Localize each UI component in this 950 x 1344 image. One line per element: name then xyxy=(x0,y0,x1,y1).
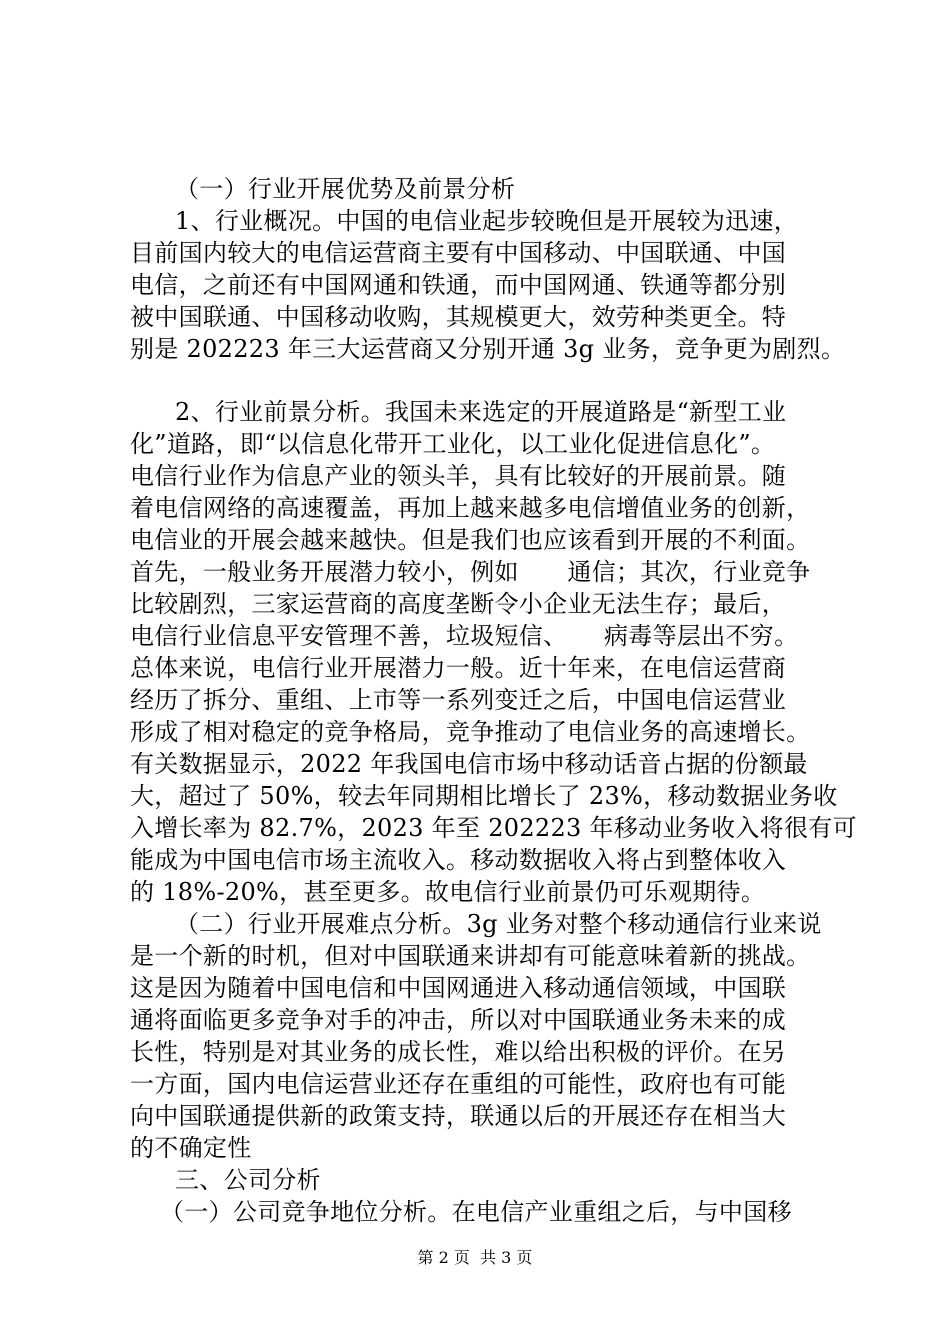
paragraph-line: 一方面，国内电信运营业还存在重组的可能性，政府也有可能 xyxy=(130,1070,787,1098)
paragraph-line: 着电信网络的高速覆盖，再加上越来越多电信增值业务的创新， xyxy=(130,494,811,522)
paragraph-line: 首先，一般业务开展潜力较小，例如 通信；其次，行业竞争 xyxy=(130,558,811,586)
paragraph-line: 能成为中国电信市场主流收入。移动数据收入将占到整体收入 xyxy=(130,846,787,874)
paragraph-line: 目前国内较大的电信运营商主要有中国移动、中国联通、中国 xyxy=(130,239,787,267)
paragraph-line: 比较剧烈，三家运营商的高度垄断令小企业无法生存；最后， xyxy=(130,590,787,618)
paragraph-line: 形成了相对稳定的竞争格局，竞争推动了电信业务的高速增长。 xyxy=(130,718,811,746)
heading-industry-advantages: （一）行业开展优势及前景分析 xyxy=(175,175,516,203)
paragraph-line: 电信业的开展会越来越快。但是我们也应该看到开展的不利面。 xyxy=(130,526,811,554)
heading-company-analysis: 三、公司分析 xyxy=(175,1166,321,1194)
paragraph-line: 电信，之前还有中国网通和铁通，而中国网通、铁通等都分别 xyxy=(130,271,787,299)
paragraph-line: 的 18%-20%，甚至更多。故电信行业前景仍可乐观期待。 xyxy=(130,878,766,906)
paragraph-line: 1、行业概况。中国的电信业起步较晚但是开展较为迅速， xyxy=(175,207,799,235)
paragraph-line: 是一个新的时机，但对中国联通来讲却有可能意味着新的挑战。 xyxy=(130,942,811,970)
paragraph-line: 别是 202223 年三大运营商又分别开通 3g 业务，竞争更为剧烈。 xyxy=(130,335,846,363)
paragraph-line: 的不确定性 xyxy=(130,1134,252,1162)
paragraph-line: 大，超过了 50%，较去年同期相比增长了 23%，移动数据业务收 xyxy=(130,782,838,810)
paragraph-line: 被中国联通、中国移动收购，其规模更大，效劳种类更全。特 xyxy=(130,303,787,331)
paragraph-line: 化”道路，即“以信息化带开工业化，以工业化促进信息化”。 xyxy=(130,430,776,458)
paragraph-line: 这是因为随着中国电信和中国网通进入移动通信领域，中国联 xyxy=(130,974,787,1002)
paragraph-line: 向中国联通提供新的政策支持，联通以后的开展还存在相当大 xyxy=(130,1102,787,1130)
paragraph-line: 电信行业作为信息产业的领头羊，具有比较好的开展前景。随 xyxy=(130,462,787,490)
heading-competitive-position: （一）公司竞争地位分析。在电信产业重组之后，与中国移 xyxy=(160,1198,792,1226)
paragraph-line: 长性，特别是对其业务的成长性，难以给出积极的评价。在另 xyxy=(130,1038,787,1066)
paragraph-line: 经历了拆分、重组、上市等一系列变迁之后，中国电信运营业 xyxy=(130,686,787,714)
paragraph-line: 通将面临更多竞争对手的冲击，所以对中国联通业务未来的成 xyxy=(130,1006,787,1034)
paragraph-line: 入增长率为 82.7%，2023 年至 202223 年移动业务收入将很有可 xyxy=(130,814,857,842)
paragraph-line: 2、行业前景分析。我国未来选定的开展道路是“新型工业 xyxy=(175,398,787,426)
paragraph-line: 总体来说，电信行业开展潜力一般。近十年来，在电信运营商 xyxy=(130,654,787,682)
paragraph-line: 电信行业信息平安管理不善，垃圾短信、 病毒等层出不穷。 xyxy=(130,622,799,650)
heading-industry-difficulties: （二）行业开展难点分析。3g 业务对整个移动通信行业来说 xyxy=(175,910,822,938)
page-footer: 第 2 页 共 3 页 xyxy=(417,1248,533,1267)
paragraph-line: 有关数据显示，2022 年我国电信市场中移动话音占据的份额最 xyxy=(130,750,808,778)
